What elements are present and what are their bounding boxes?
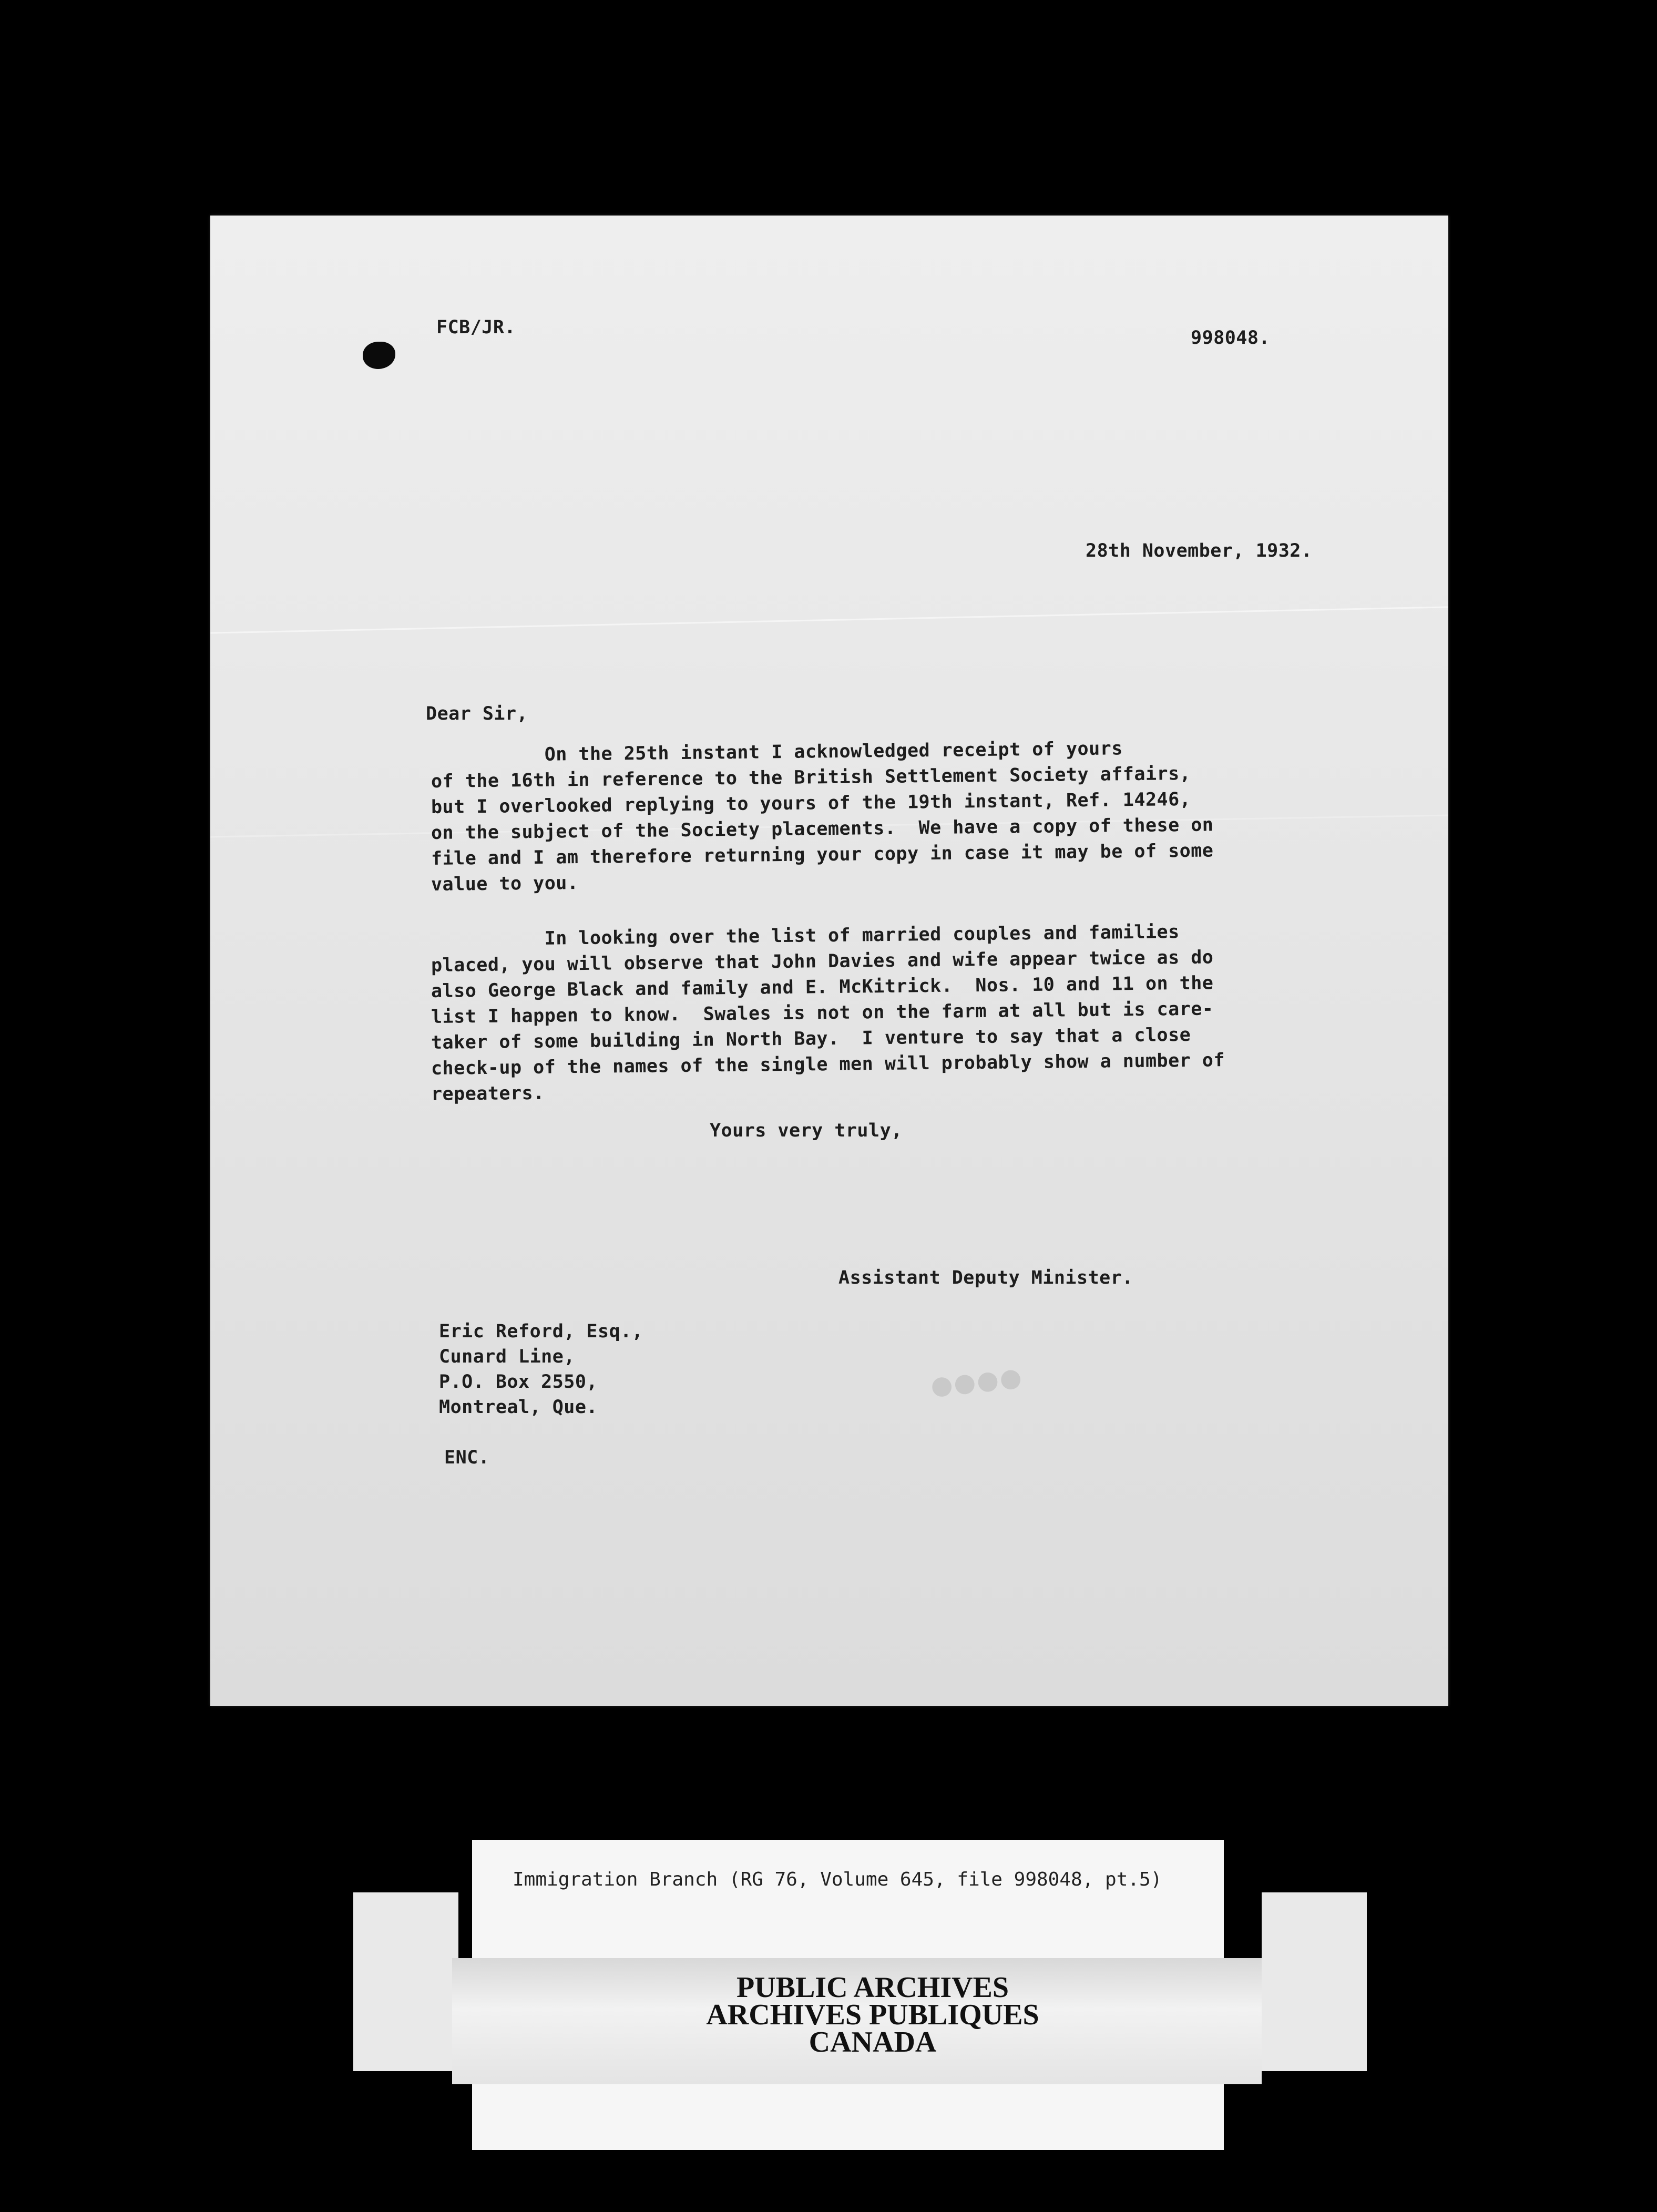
label-tab-right (1262, 1892, 1367, 2071)
stamp-line: ARCHIVES PUBLIQUES (706, 1999, 1039, 2031)
paragraph-line: on the subject of the Society placements. We have a copy of these on (431, 814, 1214, 844)
paragraph-line: but I overlooked replying to yours of the 19th instant, Ref. 14246, (431, 788, 1191, 818)
paragraph-line: list I happen to know. Swales is not on the farm at all but is care- (431, 998, 1214, 1028)
paragraph-line: repeaters. (431, 1082, 545, 1105)
address-line: Eric Reford, Esq., (439, 1321, 643, 1342)
paragraph-line: value to you. (431, 873, 579, 895)
address-line: Montreal, Que. (439, 1397, 598, 1418)
closing: Yours very truly, (710, 1120, 903, 1141)
paragraph-line: also George Black and family and E. McKitrick. Nos. 10 and 11 on the (431, 972, 1214, 1002)
paragraph-line: placed, you will observe that John Davies and wife appear twice as do (431, 947, 1214, 976)
stamp-line: PUBLIC ARCHIVES (736, 1971, 1009, 2004)
paragraph-line: In looking over the list of married couples and families (431, 921, 1180, 950)
paragraph-line: check-up of the names of the single men will probably show a number of (431, 1050, 1225, 1079)
paragraph-line: of the 16th in reference to the British Settlement Society affairs, (431, 763, 1191, 792)
signature-title: Assistant Deputy Minister. (838, 1267, 1133, 1288)
fold-crease (210, 606, 1448, 633)
reference-initials: FCB/JR. (436, 317, 516, 338)
ink-blot (363, 342, 395, 369)
label-tab-left (353, 1892, 458, 2071)
public-archives-stamp (652, 1971, 1093, 2059)
address-line: Cunard Line, (439, 1346, 575, 1367)
paragraph-line: file and I am therefore returning your copy in case it may be of some (431, 840, 1214, 869)
paragraph-line: On the 25th instant I acknowledged receipt of yours (431, 738, 1123, 766)
address-line: P.O. Box 2550, (439, 1371, 598, 1392)
letter-page (210, 216, 1448, 1706)
enclosure-note: ENC. (444, 1447, 490, 1468)
paragraph-line: taker of some building in North Bay. I venture to say that a close (431, 1024, 1191, 1053)
stamp-line: CANADA (809, 2026, 937, 2059)
file-number: 998048. (1191, 327, 1271, 349)
faint-stamp-mark: ●●●● (929, 1361, 1024, 1401)
salutation: Dear Sir, (426, 703, 528, 724)
archive-citation: Immigration Branch (RG 76, Volume 645, file 998048, pt.5) (513, 1869, 1162, 1890)
letter-date: 28th November, 1932. (1086, 540, 1313, 561)
